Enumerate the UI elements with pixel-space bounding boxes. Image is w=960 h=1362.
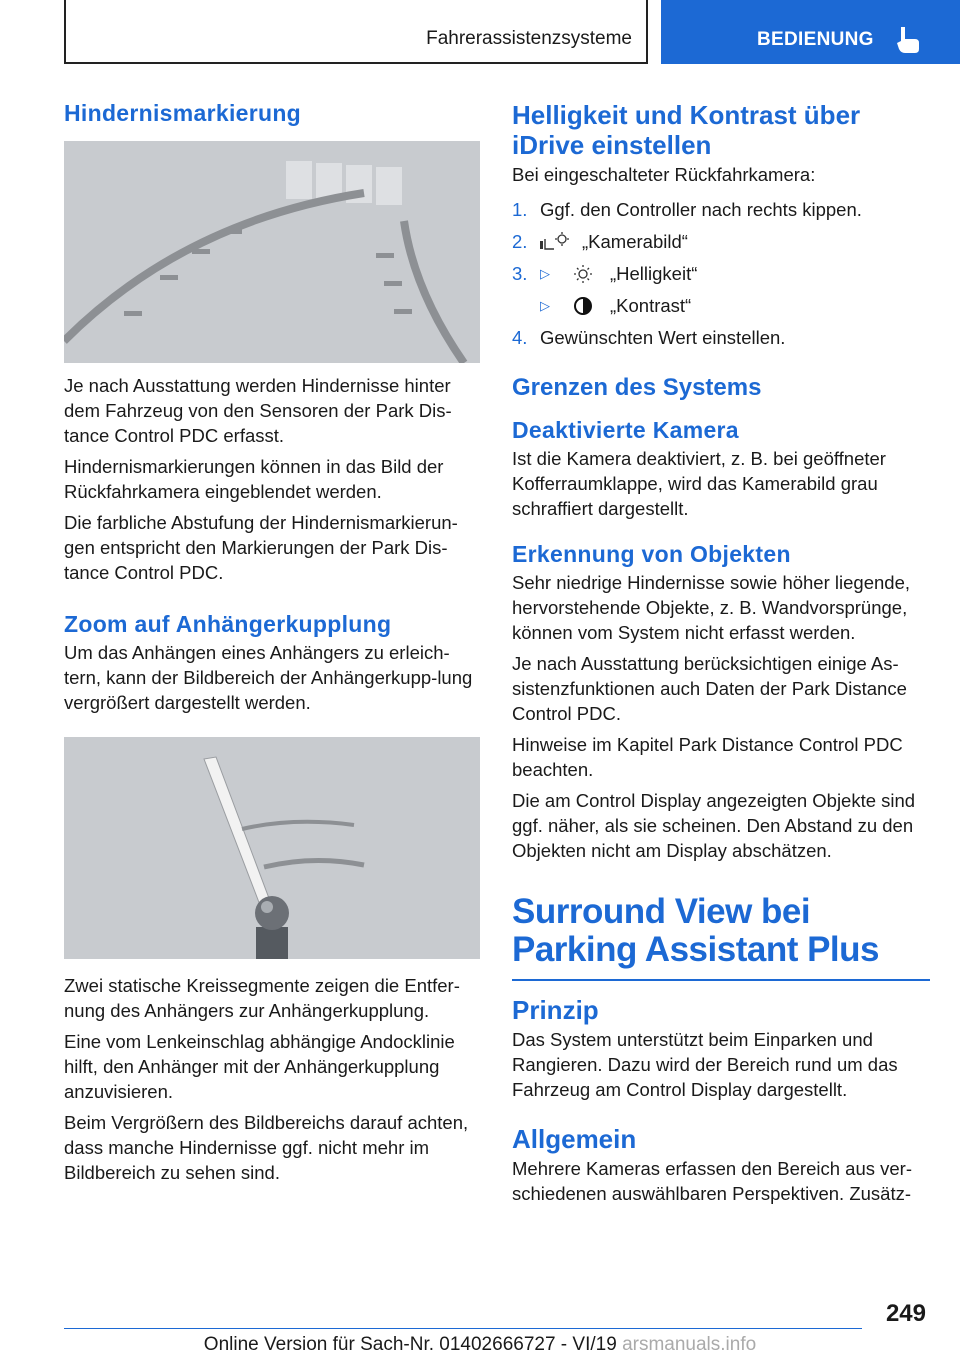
heading-principle: Prinzip bbox=[512, 995, 599, 1025]
heading-obstacle-marking: Hindernismarkierung bbox=[64, 100, 302, 126]
step-1: 1. Ggf. den Controller nach rechts kippen. bbox=[512, 199, 862, 220]
footer bbox=[0, 1334, 960, 1356]
para-camera-on: Bei eingeschalteter Rückfahrkamera: bbox=[512, 164, 816, 185]
figure-obstacle-markings bbox=[64, 141, 480, 363]
para-detect-1: Sehr niedrige Hindernisse sowie höher liegende, hervorstehende Objekte, z. B. Wandvorsprünge, können vom System nicht erfasst werden. bbox=[512, 572, 910, 643]
para-principle: Das System unterstützt beim Einparken und Rangieren. Dazu wird der Bereich rund um das Fahrzeug am Control Display dargestellt. bbox=[512, 1029, 898, 1100]
para-detect-2: Je nach Ausstattung berücksichtigen einige As-sistenzfunktionen auch Daten der Park Distance Control PDC. bbox=[512, 653, 907, 724]
header-section-box bbox=[64, 0, 648, 64]
figure-hitch-zoom bbox=[64, 737, 480, 959]
brightness-icon bbox=[566, 263, 600, 285]
step-2: 2. „Kamerabild“ bbox=[512, 231, 688, 252]
step-3b: ▷ „Kontrast“ bbox=[540, 295, 692, 316]
para-hitch-1: Zwei statische Kreissegmente zeigen die Entfer-nung des Anhängers zur Anhängerkupplung. bbox=[64, 975, 460, 1021]
triangle-icon: ▷ bbox=[540, 266, 550, 281]
triangle-icon: ▷ bbox=[540, 298, 550, 313]
header-chapter-tab bbox=[661, 0, 960, 64]
section-rule bbox=[512, 979, 930, 981]
para-zoom: Um das Anhängen eines Anhängers zu erleich-tern, kann der Bildbereich der Anhängerkupp-lung vergrößert dargestellt werden. bbox=[64, 642, 473, 713]
pointing-hand-icon bbox=[895, 25, 921, 55]
heading-zoom-hitch: Zoom auf Anhängerkupplung bbox=[64, 611, 392, 637]
heading-general: Allgemein bbox=[512, 1124, 637, 1154]
para-obstacle-1: Je nach Ausstattung werden Hindernisse hinter dem Fahrzeug von den Sensoren der Park Dis-tance Control PDC erfasst. bbox=[64, 375, 452, 446]
contrast-icon bbox=[566, 295, 600, 317]
footer-online-version: Online Version für Sach-Nr. 01402666727 - VI/19 bbox=[203, 1334, 617, 1355]
para-obstacle-3: Die farbliche Abstufung der Hindernismarkierun-gen entspricht den Markierungen der Park Dis-tance Control PDC. bbox=[64, 512, 458, 583]
page-number: 249 bbox=[885, 1300, 926, 1327]
heading-object-detection: Erkennung von Objekten bbox=[512, 541, 791, 567]
camera-image-icon bbox=[540, 231, 574, 253]
para-hitch-3: Beim Vergrößern des Bildbereichs darauf achten, dass manche Hindernisse ggf. nicht mehr im Bildbereich zu sehen sind. bbox=[64, 1112, 469, 1183]
footer-watermark: arsmanuals.info bbox=[622, 1334, 757, 1355]
steps-list bbox=[512, 197, 930, 350]
para-obstacle-2: Hindernismarkierungen können in das Bild der Rückfahrkamera eingeblendet werden. bbox=[64, 456, 444, 502]
para-detect-4: Die am Control Display angezeigten Objekte sind ggf. näher, als sie scheinen. Den Abstand zu den Objekten nicht am Display abschätzen. bbox=[512, 790, 916, 861]
heading-deactivated-camera: Deaktivierte Kamera bbox=[512, 417, 739, 443]
step-4: 4. Gewünschten Wert einstellen. bbox=[512, 327, 786, 348]
heading-system-limits: Grenzen des Systems bbox=[512, 374, 762, 401]
heading-brightness-contrast: Helligkeit und Kontrast über iDrive einstellen bbox=[512, 100, 861, 160]
header-chapter-label: BEDIENUNG bbox=[757, 29, 874, 50]
para-deactivated: Ist die Kamera deaktiviert, z. B. bei geöffneter Kofferraumklappe, wird das Kamerabild grau schraffiert dargestellt. bbox=[512, 448, 886, 519]
heading-surround-view: Surround View bei Parking Assistant Plus bbox=[512, 892, 879, 969]
right-column bbox=[512, 100, 930, 1212]
left-column bbox=[64, 100, 482, 1191]
header-section-title: Fahrerassistenzsysteme bbox=[426, 28, 632, 49]
footer-rule bbox=[64, 1328, 862, 1329]
para-general: Mehrere Kameras erfassen den Bereich aus ver-schiedenen auswählbaren Perspektiven. Zusätz- bbox=[512, 1158, 912, 1204]
para-hitch-2: Eine vom Lenkeinschlag abhängige Andocklinie hilft, den Anhänger mit der Anhängerkupplung anzuvisieren. bbox=[64, 1031, 455, 1102]
para-detect-3: Hinweise im Kapitel Park Distance Control PDC beachten. bbox=[512, 734, 903, 780]
step-3: 3. ▷ „Helligkeit“ bbox=[512, 263, 698, 284]
